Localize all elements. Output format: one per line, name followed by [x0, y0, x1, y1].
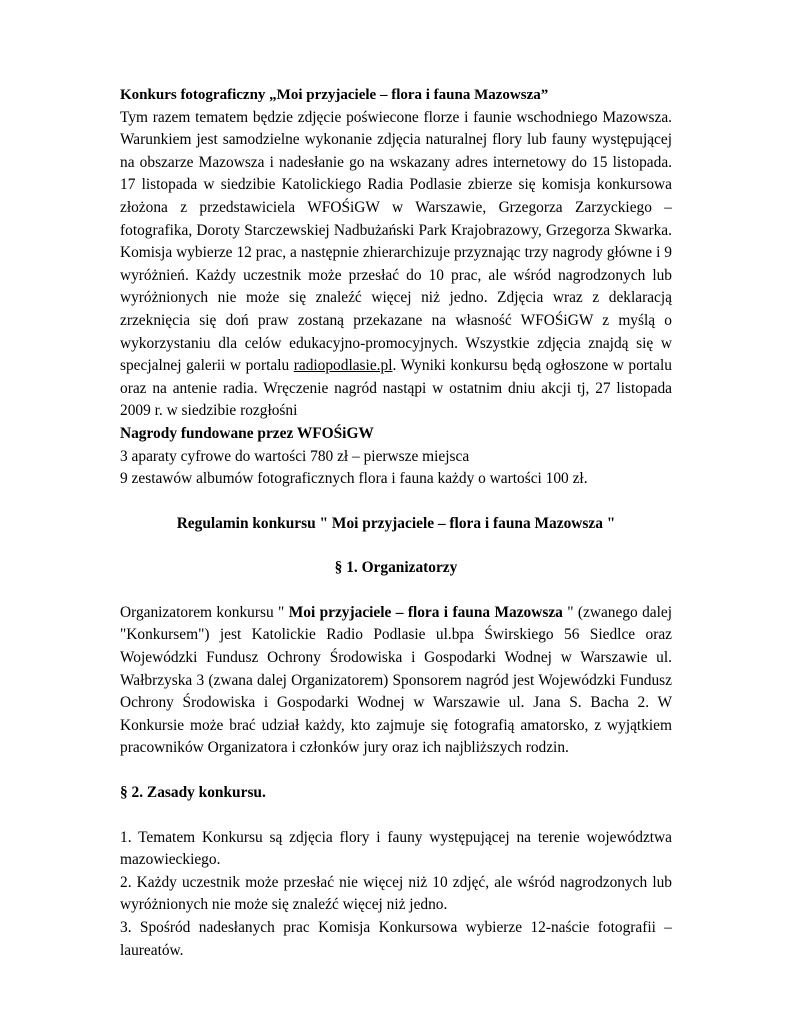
section-1-text-start: Organizatorem konkursu "	[120, 603, 289, 621]
prize-item: 3 aparaty cyfrowe do wartości 780 zł – pierwsze miejsca	[120, 447, 470, 465]
contest-title: Konkurs fotograficzny „Moi przyjaciele – flora i fauna Mazowsza”	[120, 87, 549, 103]
radiopodlasie-link[interactable]: radiopodlasie.pl	[293, 357, 393, 375]
spacer	[120, 491, 672, 513]
prizes-heading: Nagrody fundowane przez WFOŚiGW	[120, 424, 374, 442]
intro-paragraph	[120, 107, 672, 423]
intro-text-before-link: Tym razem tematem będzie zdjęcie poświecone florze i faunie wschodniego Mazowsza. Warunkiem jest samodzielne wykonanie zdjęcia naturalnej flory lub fauny występującej na obszarze Mazowsza i nadesłanie go na wskazany adres internetowy do 15 listopada. 17 listopada w siedzibie Katolickiego Radia Podlasie zbierze się komisja konkursowa złożona z przedstawiciela WFOŚiGW w Warszawie, Grzegorza Zarzyckiego – fotografika, Doroty Starczewskiej Nadbużański Park Krajobrazowy, Grzegorza Skwarka. Komisja wybierze 12 prac, a następnie zhierarchizuje przyznając trzy nagrody główne i 9 wyróżnień. Każdy uczestnik może przesłać do 10 prac, ale wśród nagrodzonych lub wyróżnionych nie może się znaleźć więcej niż jedno. Zdjęcia wraz z deklaracją zrzeknięcia się doń praw zostaną przekazane na własność WFOŚiGW z myślą o wykorzystaniu dla celów edukacyjno-promocyjnych. Wszystkie zdjęcia znajdą się w specjalnej galerii w portalu	[120, 108, 672, 375]
document-content	[120, 84, 672, 962]
spacer	[120, 535, 672, 557]
section-1-contest-name: Moi przyjaciele – flora i fauna Mazowsza	[288, 603, 563, 621]
spacer	[120, 805, 672, 827]
spacer	[120, 580, 672, 602]
prize-item: 9 zestawów albumów fotograficznych flora i fauna każdy o wartości 100 zł.	[120, 470, 588, 488]
rule-item-3: 3. Spośród nadesłanych prac Komisja Konkursowa wybierze 12-naście fotografii – laureatów.	[120, 919, 672, 959]
spacer	[120, 760, 672, 782]
section-2-heading: § 2. Zasady konkursu.	[120, 784, 266, 802]
intro-text-after-link: . Wyniki konkursu będą ogłoszone w portalu oraz na antenie radia. Wręczenie nagród nastąpi w ostatnim dniu akcji tj, 27 listopada 2009 r. w siedzibie rozgłośni	[120, 357, 672, 420]
section-1-heading: § 1. Organizatorzy	[334, 559, 458, 577]
rules-title: Regulamin konkursu " Moi przyjaciele – flora i fauna Mazowsza "	[176, 514, 616, 532]
section-1-paragraph	[120, 602, 672, 760]
rule-item-2: 2. Każdy uczestnik może przesłać nie więcej niż 10 zdjęć, ale wśród nagrodzonych lub wyróżnionych nie może się znaleźć więcej niż jedno.	[120, 873, 672, 914]
section-1-text-rest: " (zwanego dalej "Konkursem") jest Katolickie Radio Podlasie ul.bpa Świrskiego 56 Siedlce oraz Wojewódzki Fundusz Ochrony Środowiska i Gospodarki Wodnej w Warszawie ul. Wałbrzyska 3 (zwana dalej Organizatorem) Sponsorem nagród jest Wojewódzki Fundusz Ochrony Środowiska i Gospodarki Wodnej w Warszawie ul. Jana S. Bacha 2. W Konkursie może brać udział każdy, kto zajmuje się fotografią amatorsko, z wyjątkiem pracowników Organizatora i członków jury oraz ich najbliższych rodzin.	[120, 603, 672, 757]
rule-item-1: 1. Tematem Konkursu są zdjęcia flory i fauny występującej na terenie województwa mazowieckiego.	[120, 828, 672, 869]
